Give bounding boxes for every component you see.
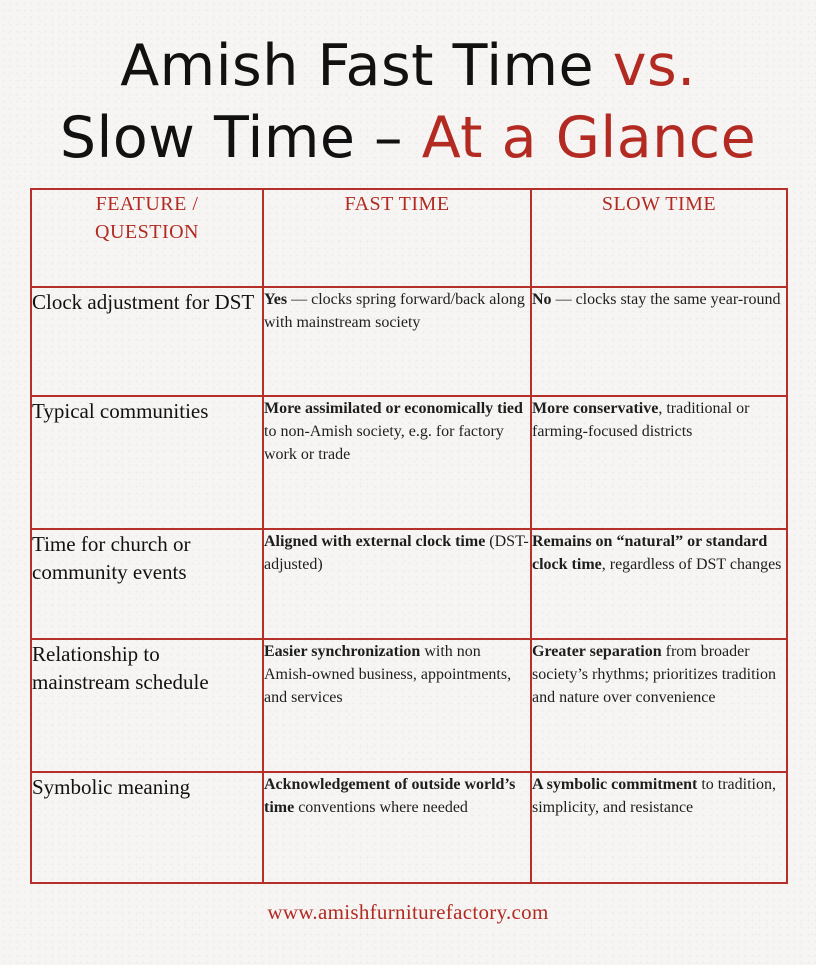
row-fast-cell: More assimilated or economically tied to non-Amish society, e.g. for factory work or trade	[263, 396, 531, 529]
row-fast-cell: Easier synchronization with non Amish-owned business, appointments, and services	[263, 639, 531, 772]
table-header-row	[31, 189, 787, 287]
row-slow-cell: Greater separation from broader society’s rhythms; prioritizes tradition and nature over convenience	[531, 639, 787, 772]
title-line1: Amish Fast Time vs.	[120, 33, 696, 99]
header-fast-time: FAST TIME	[263, 189, 531, 287]
table-row	[31, 396, 787, 529]
row-fast-cell: Aligned with external clock time (DST-adjusted)	[263, 529, 531, 639]
row-slow-cell: A symbolic commitment to tradition, simplicity, and resistance	[531, 772, 787, 883]
header-feature: FEATURE / QUESTION	[31, 189, 263, 287]
row-slow-cell: Remains on “natural” or standard clock time, regardless of DST changes	[531, 529, 787, 639]
row-feature: Time for church or community events	[31, 529, 263, 639]
table-row	[31, 529, 787, 639]
row-fast-cell: Acknowledgement of outside world’s time conventions where needed	[263, 772, 531, 883]
row-feature: Symbolic meaning	[31, 772, 263, 883]
header-slow-time: SLOW TIME	[531, 189, 787, 287]
table-row	[31, 772, 787, 883]
page-title	[0, 30, 816, 174]
row-slow-cell: No — clocks stay the same year-round	[531, 287, 787, 396]
website-url: www.amishfurniturefactory.com	[267, 900, 549, 924]
title-line2: Slow Time – At a Glance	[59, 105, 757, 171]
row-feature: Typical communities	[31, 396, 263, 529]
title-accent-glance: At a Glance	[421, 105, 757, 171]
table-row	[31, 639, 787, 772]
row-feature: Clock adjustment for DST	[31, 287, 263, 396]
comparison-table	[30, 188, 788, 884]
title-accent-vs: vs.	[612, 33, 696, 99]
table-row	[31, 287, 787, 396]
row-slow-cell: More conservative, traditional or farming-focused districts	[531, 396, 787, 529]
row-feature: Relationship to mainstream schedule	[31, 639, 263, 772]
row-fast-cell: Yes — clocks spring forward/back along with mainstream society	[263, 287, 531, 396]
